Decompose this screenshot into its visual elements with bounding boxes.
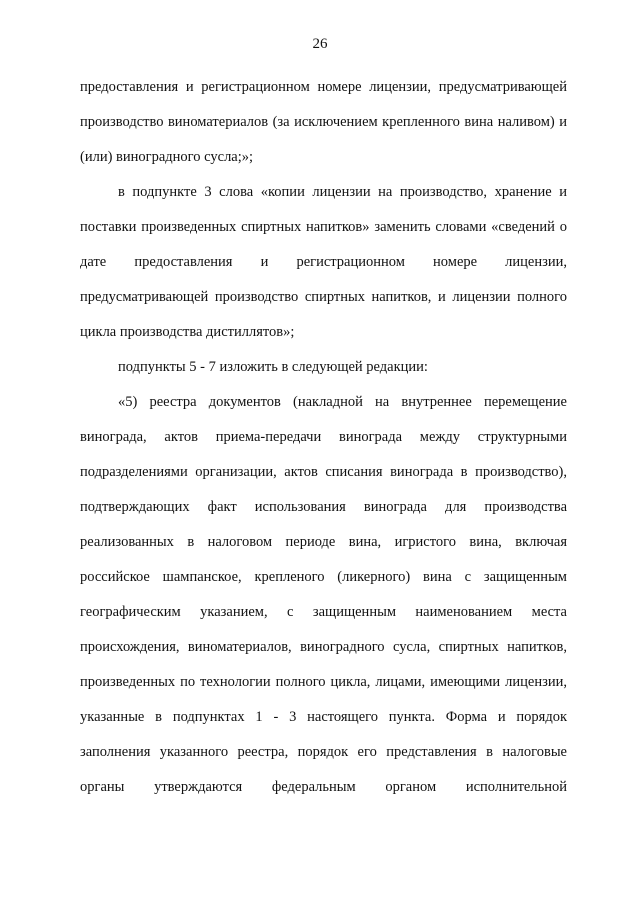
page-number: 26 [312, 36, 328, 52]
paragraph-continuation: предоставления и регистрационном номере лицензии, предусматривающей производство виноматериалов (за исключением крепленного вина наливом) и (или) виноградного сусла;»; [80, 79, 567, 165]
paragraph-item-5: «5) реестра документов (накладной на внутреннее перемещение винограда, актов приема-передачи винограда между структурными подразделениями организации, актов списания винограда в производство), подтверждающих факт использования винограда для производства реализованных в налоговом периоде вина, игристого вина, включая российское шампанское, крепленого (ликерного) вина с защищенным географическим указанием, с защищенным наименованием места происхождения, виноматериалов, виноградного сусла, спиртных напитков, произведенных по технологии полного цикла, лицами, имеющими лицензии, указанные в подпунктах 1 - 3 настоящего пункта. Форма и порядок заполнения указанного реестра, порядок его представления в налоговые органы утверждаются федеральным органом исполнительной [80, 394, 567, 795]
paragraph-subitem-3: в подпункте 3 слова «копии лицензии на производство, хранение и поставки произведенных спиртных напитков» заменить словами «сведений о дате предоставления и регистрационном номере лицензии, предусматривающей производство спиртных напитков, и лицензии полного цикла производства дистиллятов»; [80, 184, 567, 340]
paragraph-subitems-5-7-intro: подпункты 5 - 7 изложить в следующей редакции: [118, 359, 428, 375]
document-body [80, 70, 567, 805]
